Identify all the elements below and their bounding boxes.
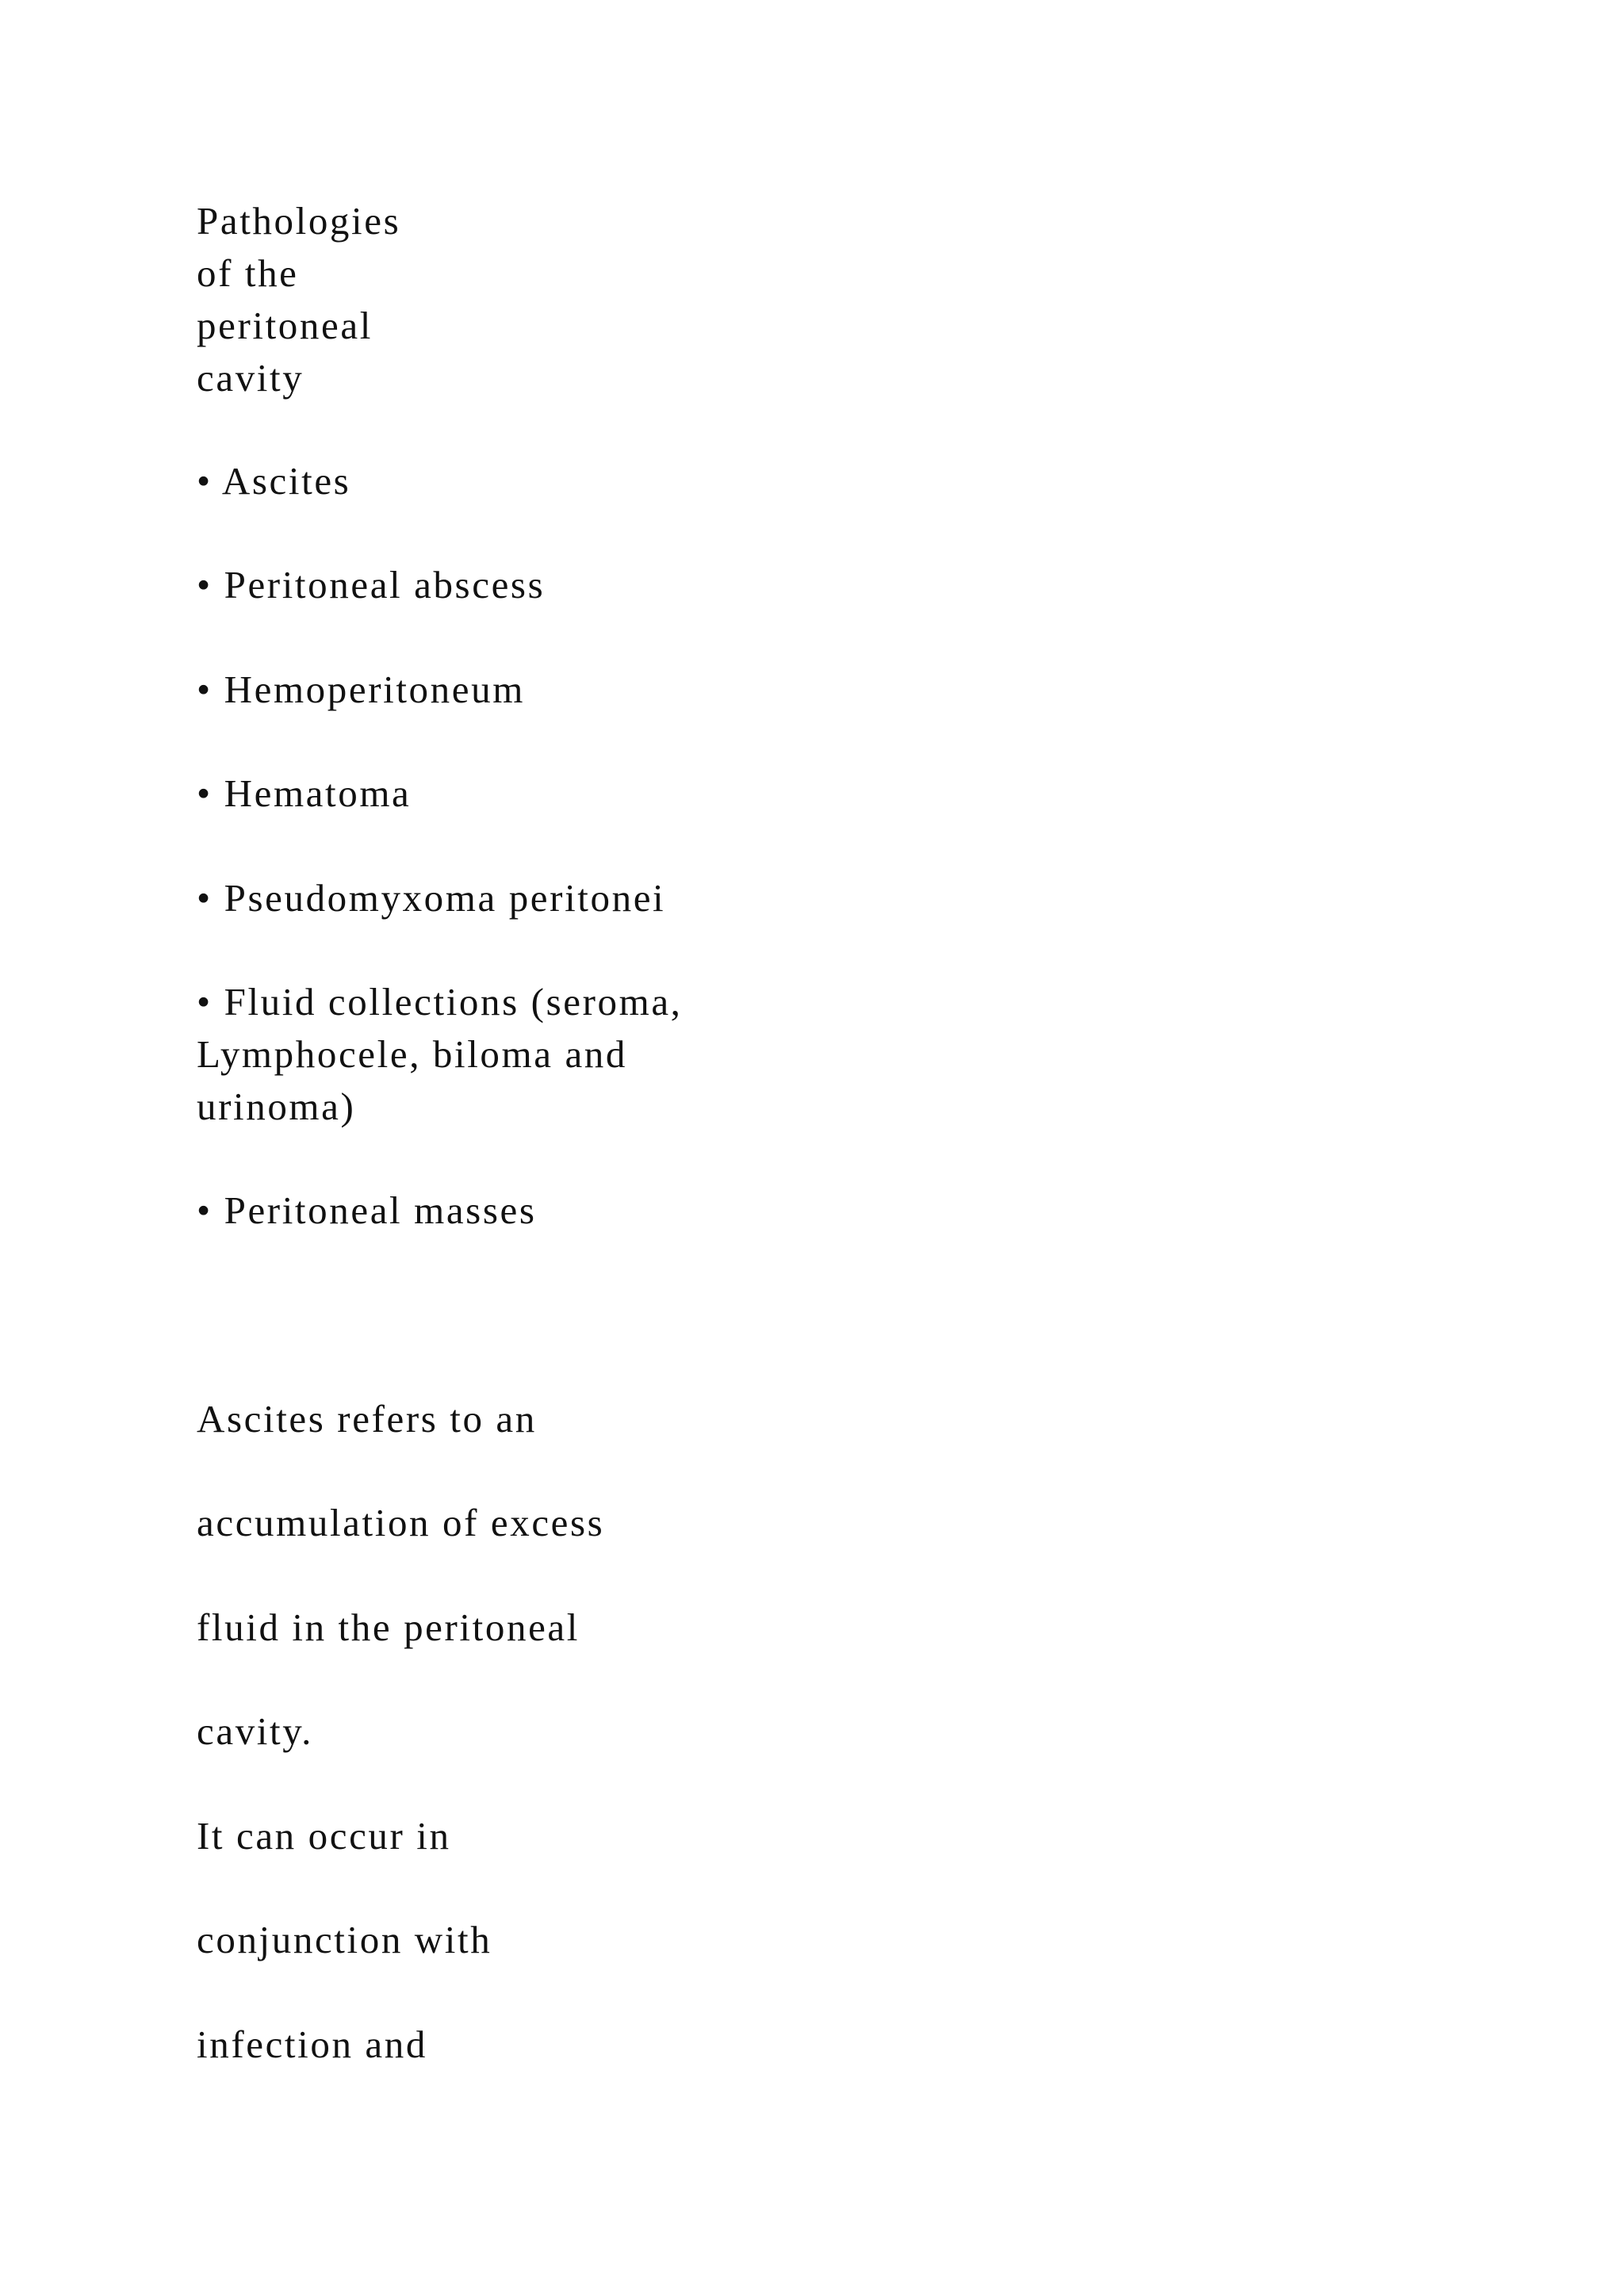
paragraph-line: cavity. (197, 1709, 313, 1753)
paragraph-line: It can occur in (197, 1814, 451, 1858)
paragraph-line: fluid in the peritoneal (197, 1605, 580, 1649)
paragraph-line: accumulation of excess (197, 1501, 605, 1544)
list-item: • Hematoma (197, 771, 412, 815)
list-item: • Peritoneal abscess (197, 563, 546, 607)
paragraph-line: conjunction with (197, 1918, 492, 1961)
list-item: • Peritoneal masses (197, 1188, 537, 1232)
list-item: • Fluid collections (seroma, Lymphocele, biloma and urinoma) (197, 980, 683, 1128)
paragraph-line: infection and (197, 2022, 427, 2066)
page-title: Pathologies of the peritoneal cavity (197, 199, 401, 400)
list-item: • Ascites (197, 459, 351, 503)
paragraph-line: Ascites refers to an (197, 1397, 537, 1441)
list-item: • Pseudomyxoma peritonei (197, 876, 666, 920)
list-item: • Hemoperitoneum (197, 668, 525, 711)
